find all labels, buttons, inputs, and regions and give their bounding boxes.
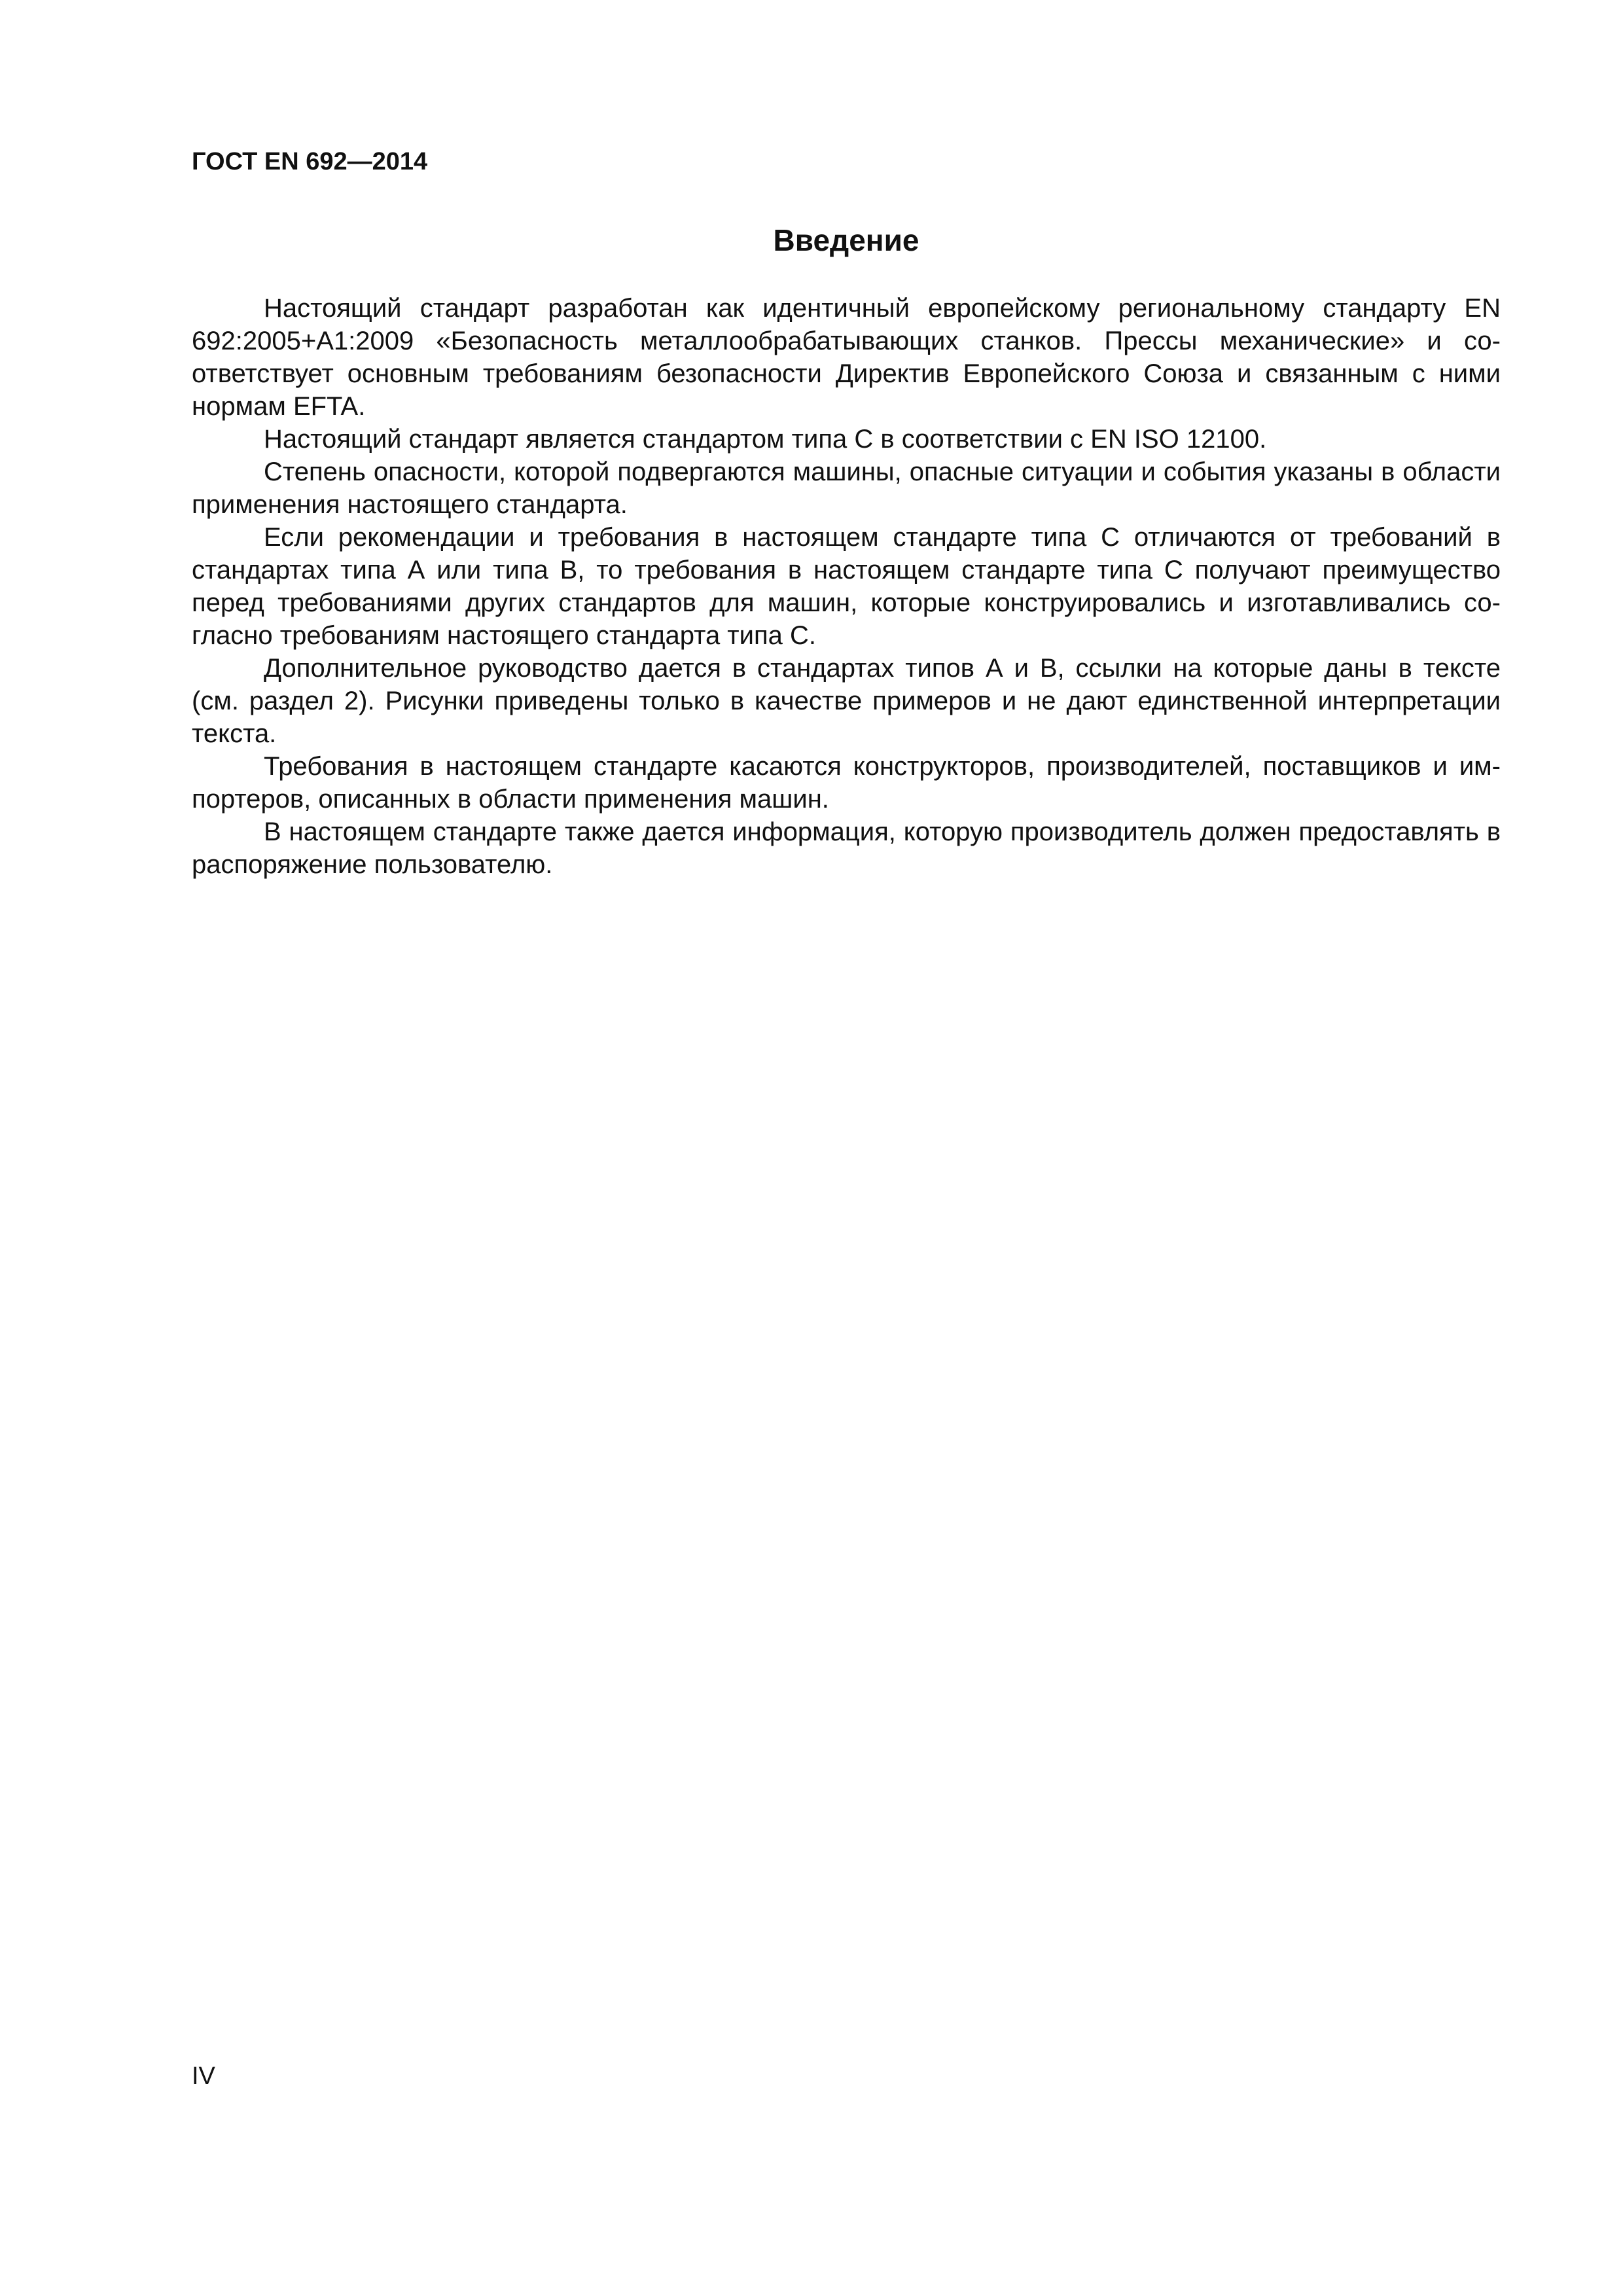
page-number: IV	[192, 2062, 215, 2090]
paragraph-7: В настоящем стандарте также дается информация, которую производитель должен предоставлять в распоряжение пользователю.	[192, 817, 1501, 879]
paragraph-5: Дополнительное руководство дается в стандартах типов А и В, ссылки на которые даны в тексте (см. раздел 2). Рисунки приведены только в качестве примеров и не дают единственной интерпретации текста.	[192, 654, 1501, 748]
section-title: Введение	[773, 223, 919, 257]
paragraph-2: Настоящий стандарт является стандартом типа С в соответствии с EN ISO 12100.	[264, 425, 1267, 454]
paragraph-6: Требования в настоящем стандарте касаются конструкторов, производителей, поставщиков и импортеров, описанных в области применения машин.	[192, 752, 1501, 814]
paragraph-1: Настоящий стандарт разработан как идентичный европейскому региональному стандарту EN 692:2005+A1:2009 «Безопасность металлообрабатывающих станков. Прессы механические» и соответствует основным требованиям безопасности Директив Европейского Союза и связанным с ними нормам EFTA.	[192, 294, 1501, 421]
paragraph-3: Степень опасности, которой подвергаются машины, опасные ситуации и события указаны в области применения настоящего стандарта.	[192, 457, 1501, 519]
body-text	[192, 292, 1501, 881]
paragraph-4: Если рекомендации и требования в настоящем стандарте типа С отличаются от требований в стандартах типа А или типа В, то требования в настоящем стандарте типа С получают преимущество перед требованиями других стандартов для машин, которые конструировались и изготавливались согласно требованиям настоящего стандарта типа С.	[192, 523, 1501, 650]
document-header: ГОСТ EN 692—2014	[192, 148, 428, 175]
